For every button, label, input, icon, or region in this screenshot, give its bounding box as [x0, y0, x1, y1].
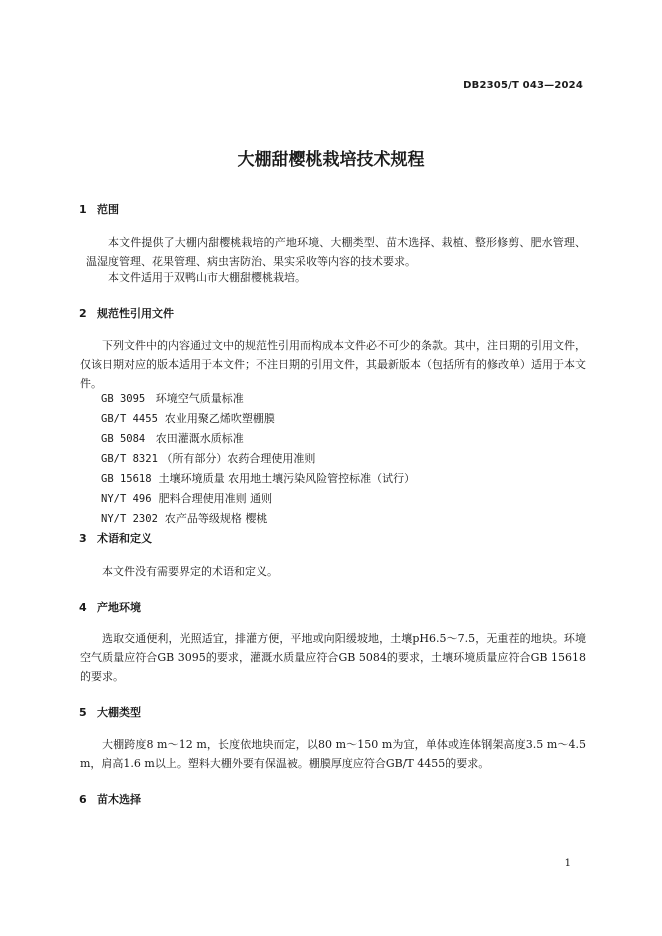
terms-paragraph: 本文件没有需要界定的术语和定义。 [102, 565, 278, 578]
page-number: 1 [564, 858, 571, 869]
section-heading-greenhouse-type [79, 704, 141, 720]
scope-paragraph-1: 本文件提供了大棚内甜樱桃栽培的产地环境、大棚类型、苗木选择、栽植、整形修剪、肥水管理、温湿度管理、花果管理、病虫害防治、果实采收等内容的技术要求。 [86, 236, 586, 268]
reference-code: GB 3095 [101, 393, 146, 405]
section-heading-environment [79, 599, 141, 615]
section-number: 1 [79, 203, 87, 216]
section-heading-normative-references [79, 305, 174, 321]
reference-name: （所有部分）农药合理使用准则 [161, 452, 316, 465]
references-intro-paragraph: 下列文件中的内容通过文中的规范性引用而构成本文件必不可少的条款。其中，注日期的引用文件，仅该日期对应的版本适用于本文件；不注日期的引用文件，其最新版本（包括所有的修改单）适用于本文件。 [80, 339, 586, 390]
reference-name: 农田灌溉水质标准 [155, 432, 244, 445]
reference-item [101, 449, 415, 469]
greenhouse-type-paragraph: 大棚跨度8 m～12 m，长度依地块而定，以80 m～150 m为宜，单体或连体钢架高度3.5 m～4.5 m，肩高1.6 m以上。塑料大棚外要有保温被。棚膜厚度应符合GB/T 4455的要求。 [80, 738, 586, 770]
scope-paragraph-2: 本文件适用于双鸭山市大棚甜樱桃栽培。 [108, 271, 306, 284]
section-title: 产地环境 [97, 601, 141, 614]
section-number: 5 [79, 706, 87, 719]
section-title: 大棚类型 [97, 706, 141, 719]
document-title: 大棚甜樱桃栽培技术规程 [237, 150, 425, 170]
reference-name: 土壤环境质量 农用地土壤污染风险管控标准（试行） [158, 472, 416, 485]
reference-name: 农业用聚乙烯吹塑棚膜 [164, 412, 275, 425]
reference-item [101, 409, 415, 429]
reference-name: 农产品等级规格 樱桃 [164, 512, 268, 525]
section-heading-scope [79, 201, 119, 217]
reference-name: 环境空气质量标准 [155, 392, 244, 405]
reference-code: NY/T 496 [101, 493, 152, 505]
reference-code: GB/T 4455 [101, 413, 158, 425]
reference-code: NY/T 2302 [101, 513, 158, 525]
document-code: DB2305/T 043—2024 [463, 80, 583, 91]
section-title: 苗木选择 [97, 793, 141, 806]
section-number: 2 [79, 307, 87, 320]
reference-item [101, 469, 415, 489]
reference-code: GB 15618 [101, 473, 152, 485]
reference-list [101, 389, 415, 529]
section-heading-terms [79, 530, 152, 546]
reference-code: GB/T 8321 [101, 453, 158, 465]
section-number: 6 [79, 793, 87, 806]
section-title: 术语和定义 [97, 532, 152, 545]
environment-paragraph: 选取交通便利，光照适宜，排灌方便，平地或向阳缓坡地，土壤pH6.5～7.5，无重茬的地块。环境空气质量应符合GB 3095的要求，灌溉水质量应符合GB 5084的要求，土壤环境质量应符合GB 15618的要求。 [80, 632, 586, 683]
section-number: 4 [79, 601, 87, 614]
reference-name: 肥料合理使用准则 通则 [158, 492, 273, 505]
reference-code: GB 5084 [101, 433, 146, 445]
section-title: 范围 [97, 203, 119, 216]
section-title: 规范性引用文件 [97, 307, 174, 320]
reference-item [101, 429, 415, 449]
section-heading-seedling-selection [79, 791, 141, 807]
reference-item [101, 389, 415, 409]
section-number: 3 [79, 532, 87, 545]
reference-item [101, 489, 415, 509]
reference-item [101, 509, 415, 529]
